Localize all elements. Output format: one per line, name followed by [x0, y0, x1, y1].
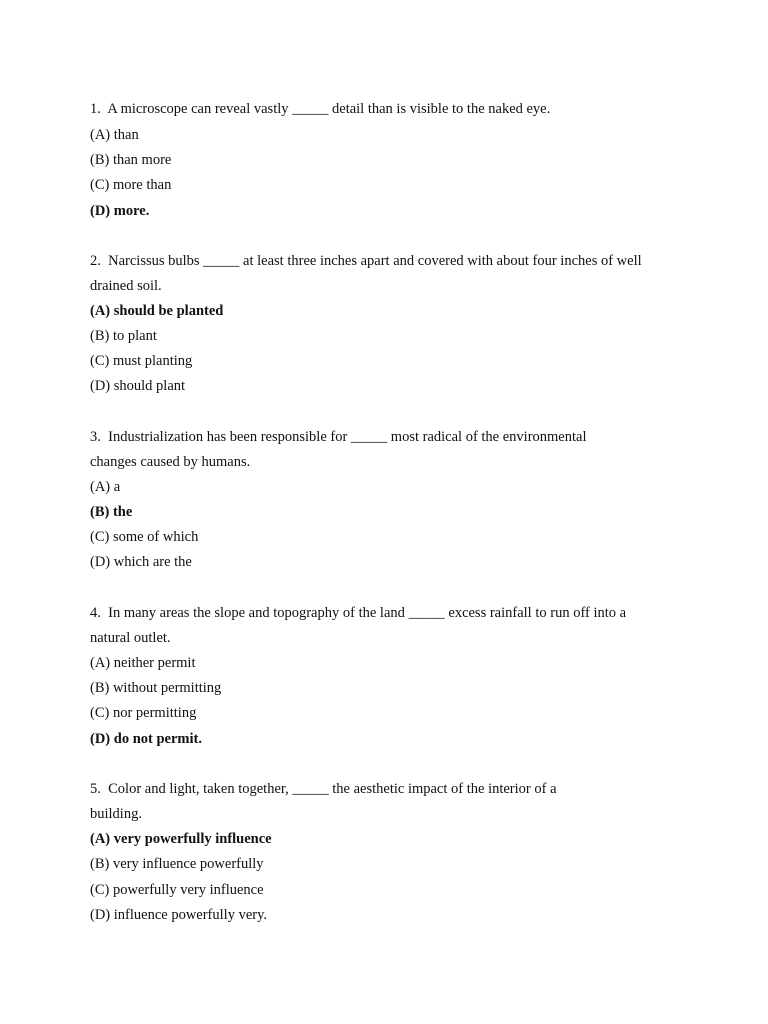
question-1-option-a: (A) than — [90, 127, 139, 143]
question-4-stem-line-1: 4. In many areas the slope and topography of the land _____ excess rainfall to run off into a — [90, 605, 627, 621]
question-4-option-a: (A) neither permit — [90, 655, 196, 671]
question-1-option-b: (B) than more — [90, 152, 172, 168]
question-4-stem-line-2: natural outlet. — [90, 630, 171, 646]
question-4-option-d: (D) do not permit. — [90, 731, 202, 747]
question-1-option-c: (C) more than — [90, 177, 172, 193]
question-3-option-c: (C) some of which — [90, 529, 199, 545]
question-2-option-b: (B) to plant — [90, 328, 157, 344]
question-2-option-c: (C) must planting — [90, 353, 193, 369]
question-3-stem-line-1: 3. Industrialization has been responsible for _____ most radical of the environmental — [90, 429, 587, 445]
question-4-option-b: (B) without permitting — [90, 680, 222, 696]
question-1-stem-line-1: 1. A microscope can reveal vastly _____ detail than is visible to the naked eye. — [90, 101, 551, 117]
question-3-option-b: (B) the — [90, 504, 133, 520]
question-5-option-c: (C) powerfully very influence — [90, 882, 264, 898]
question-5-option-b: (B) very influence powerfully — [90, 856, 264, 872]
question-5-stem-line-1: 5. Color and light, taken together, _____ the aesthetic impact of the interior of a — [90, 781, 557, 797]
question-4-option-c: (C) nor permitting — [90, 705, 197, 721]
question-3-option-d: (D) which are the — [90, 554, 192, 570]
question-2-option-a: (A) should be planted — [90, 303, 224, 319]
question-2-stem-line-1: 2. Narcissus bulbs _____ at least three inches apart and covered with about four inches of well — [90, 253, 642, 269]
question-5-option-a: (A) very powerfully influence — [90, 831, 272, 847]
question-1-option-d: (D) more. — [90, 203, 150, 219]
question-3-stem-line-2: changes caused by humans. — [90, 454, 251, 470]
question-5-stem-line-2: building. — [90, 806, 142, 822]
question-5-option-d: (D) influence powerfully very. — [90, 907, 268, 923]
question-2-option-d: (D) should plant — [90, 378, 186, 394]
question-2-stem-line-2: drained soil. — [90, 278, 162, 294]
question-3-option-a: (A) a — [90, 479, 121, 495]
